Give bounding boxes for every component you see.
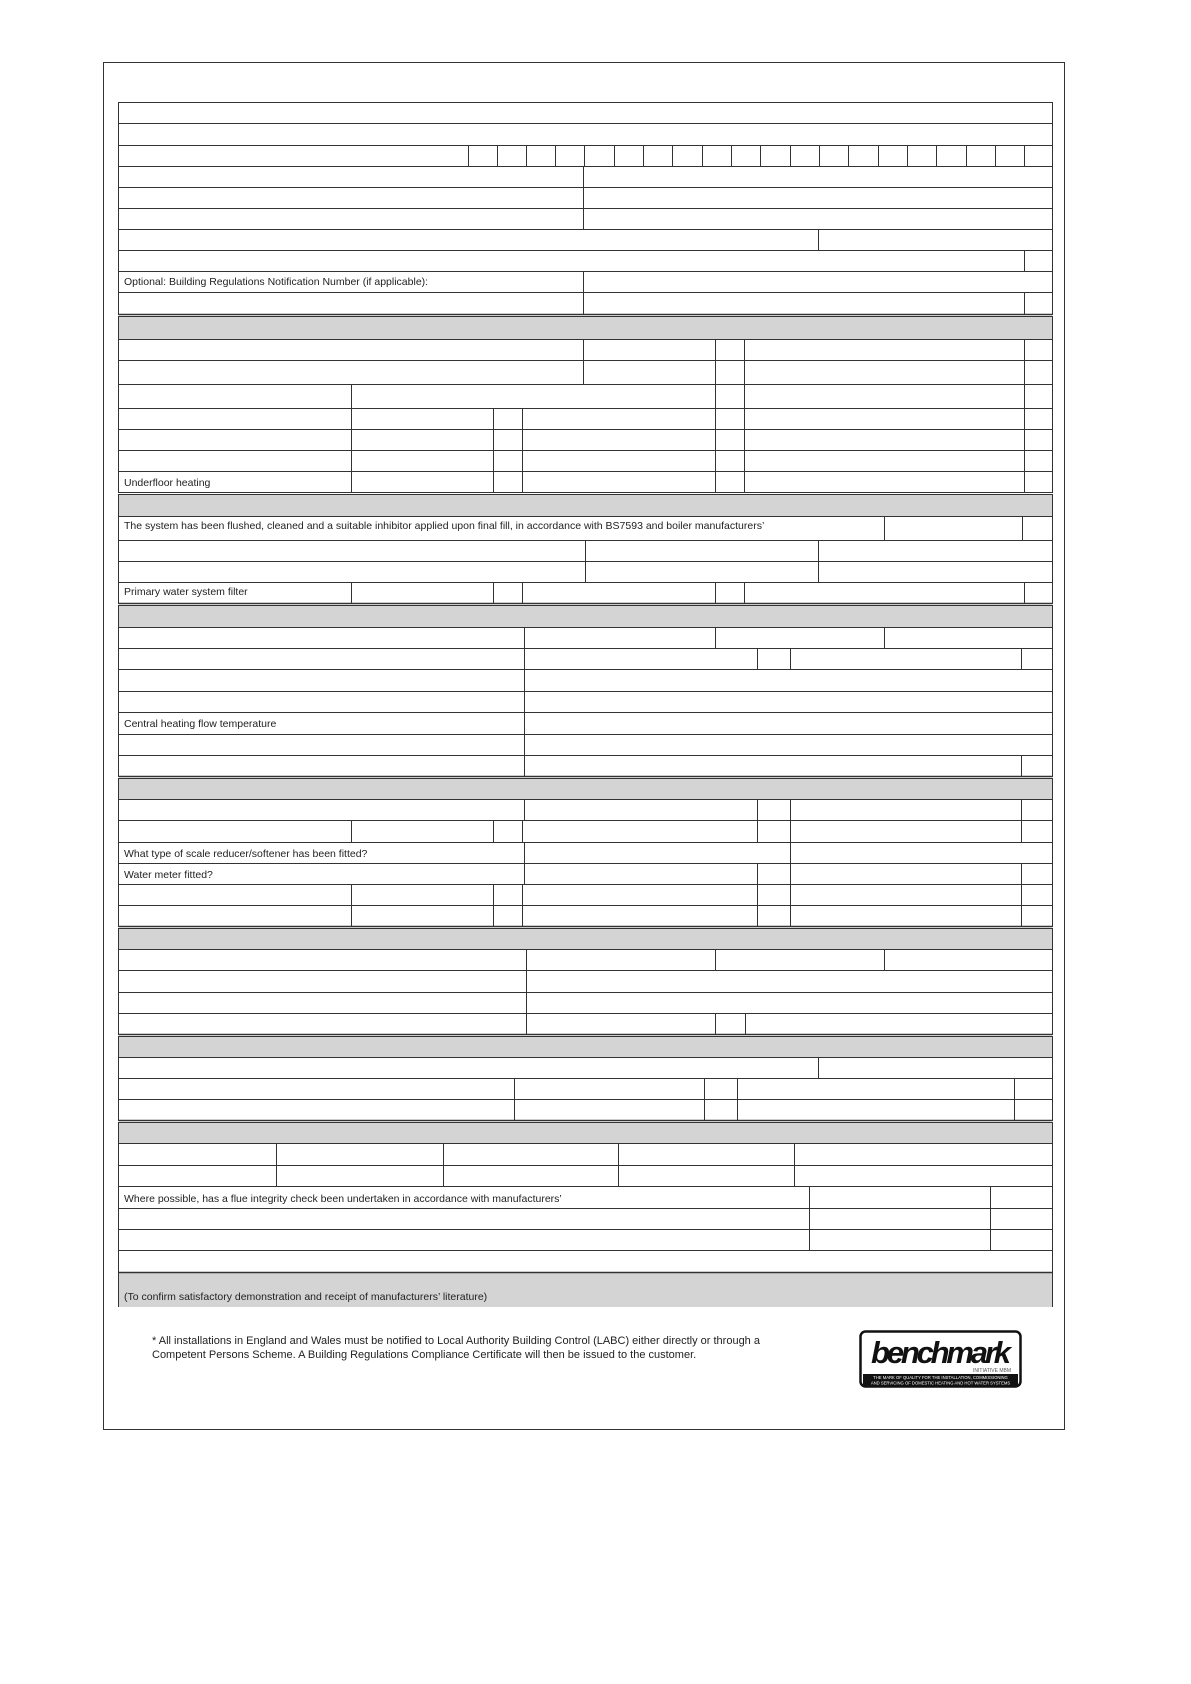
form-row (119, 361, 1053, 385)
form-row (119, 124, 1053, 146)
form-row (119, 950, 1053, 971)
form-row (119, 103, 1053, 124)
flue-integrity-label: Where possible, has a flue integrity check been undertaken in accordance with manufacturers’ (124, 1193, 562, 1205)
form-row (119, 864, 1053, 885)
building-control-footnote (152, 1334, 812, 1362)
benchmark-logo (859, 1330, 1022, 1388)
section-header-band (119, 1037, 1053, 1058)
form-row (119, 1058, 1053, 1079)
footnote-line-2: Competent Persons Scheme. A Building Regulations Compliance Certificate will then be issued to the customer. (152, 1349, 697, 1361)
form-row (119, 251, 1053, 272)
form-row (119, 209, 1053, 230)
section-header-band (119, 317, 1053, 340)
form-row (119, 1079, 1053, 1100)
form-row (119, 385, 1053, 409)
form-row (119, 1209, 1053, 1230)
logo-tagline-line-2: AND SERVICING OF DOMESTIC HEATING AND HOT WATER SYSTEMS (870, 1380, 1011, 1386)
ch-flow-temperature-label: Central heating flow temperature (124, 718, 277, 730)
section-header-band (119, 606, 1053, 628)
form-row (119, 1144, 1053, 1166)
footnote-line-1: * All installations in England and Wales must be notified to Local Authority Building Control (LABC) either directly or through a (152, 1335, 760, 1347)
section-header-band (119, 495, 1053, 517)
underfloor-heating-label: Underfloor heating (124, 477, 211, 489)
logo-tagline-line-1: THE MARK OF QUALITY FOR THE INSTALLATION, COMMISSIONING (873, 1375, 1008, 1381)
form-row (119, 472, 1053, 493)
form-row (119, 906, 1053, 927)
primary-filter-label: Primary water system filter (124, 586, 248, 598)
scale-reducer-label: What type of scale reducer/softener has been fitted? (124, 848, 368, 860)
form-row (119, 293, 1053, 315)
form-row (119, 230, 1053, 251)
form-row (119, 885, 1053, 906)
form-row (119, 583, 1053, 604)
form-row (119, 188, 1053, 209)
form-row (119, 628, 1053, 649)
logo-brand-text: benchmark (871, 1335, 1011, 1370)
form-row (119, 756, 1053, 777)
form-row (119, 1100, 1053, 1121)
form-row (119, 821, 1053, 843)
form-row (119, 1251, 1053, 1273)
form-row (119, 451, 1053, 472)
form-row (119, 409, 1053, 430)
form-row (119, 735, 1053, 756)
form-row (119, 1166, 1053, 1187)
building-regs-label: Optional: Building Regulations Notification Number (if applicable): (124, 276, 429, 288)
section-header-band (119, 1123, 1053, 1144)
form-row (119, 800, 1053, 821)
form-row (119, 340, 1053, 361)
form-row (119, 993, 1053, 1014)
section-header-band (119, 779, 1053, 800)
form-row (119, 692, 1053, 713)
form-row (119, 167, 1053, 188)
section-header-band (119, 929, 1053, 950)
form-row (119, 971, 1053, 993)
confirm-demonstration-label: (To confirm satisfactory demonstration and receipt of manufacturers’ literature) (124, 1291, 488, 1303)
form-row (119, 670, 1053, 692)
logo-initiative-text: INITIATIVE MBM (973, 1368, 1011, 1374)
system-flushed-label: The system has been flushed, cleaned and a suitable inhibitor applied upon final fill, in accordance with BS7593 and boiler manufacturers’ (124, 520, 765, 532)
form-row (119, 430, 1053, 451)
commissioning-checklist-form (118, 102, 1053, 1307)
form-row (119, 1014, 1053, 1035)
water-meter-label: Water meter fitted? (124, 869, 213, 881)
form-row (119, 649, 1053, 670)
form-row (119, 1230, 1053, 1251)
form-row (119, 146, 1053, 167)
